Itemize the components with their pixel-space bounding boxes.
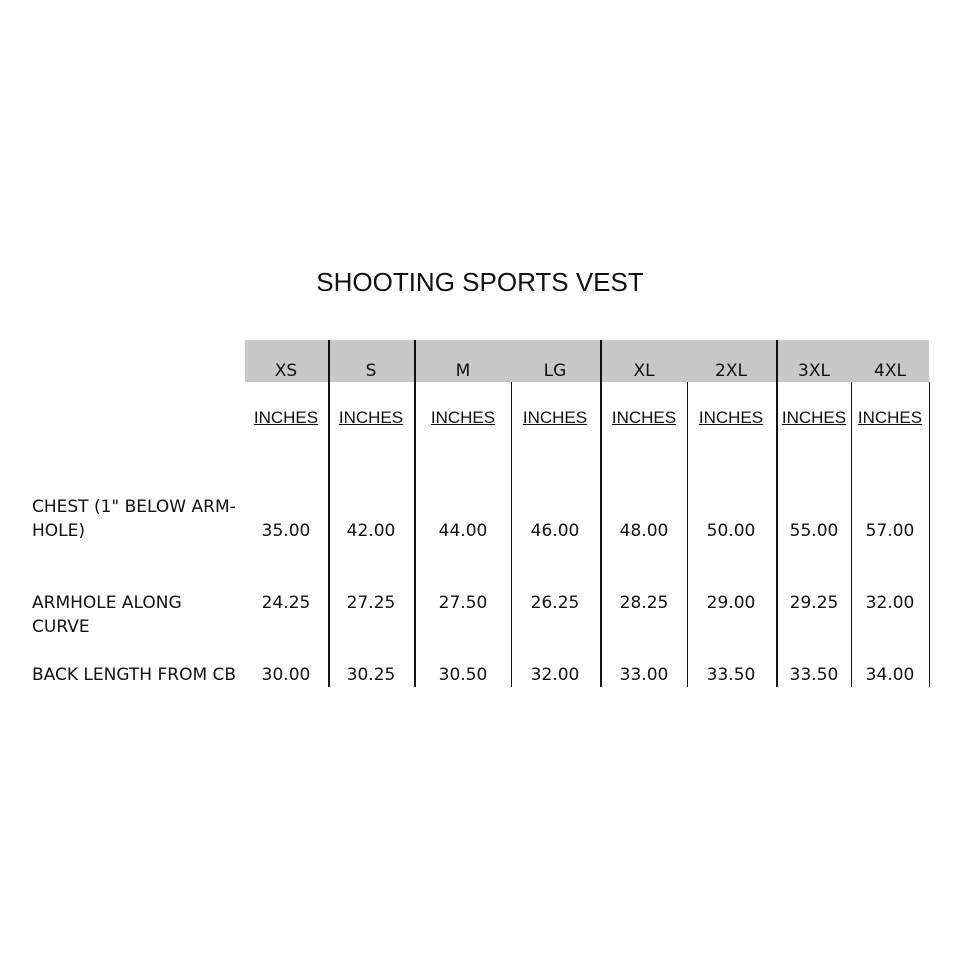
unit-label-4xl: INCHES xyxy=(857,408,923,427)
table-cell: 29.00 xyxy=(706,593,756,613)
table-cell: 29.25 xyxy=(789,593,839,613)
row-label-line: BACK LENGTH FROM CB xyxy=(32,665,237,685)
table-cell: 42.00 xyxy=(346,521,396,541)
row-label-line: ARMHOLE ALONG CURVE xyxy=(32,593,182,637)
table-cell: 24.25 xyxy=(261,593,311,613)
divider-s-m xyxy=(414,340,416,687)
table-cell: 33.50 xyxy=(706,665,756,685)
table-cell: 44.00 xyxy=(438,521,488,541)
table-cell: 50.00 xyxy=(706,521,756,541)
chart-title: SHOOTING SPORTS VEST xyxy=(316,267,644,297)
size-header-xs: XS xyxy=(274,361,298,381)
table-cell: 33.50 xyxy=(789,665,839,685)
unit-label-2xl: INCHES xyxy=(698,408,764,427)
unit-label-s: INCHES xyxy=(338,408,404,427)
table-cell: 32.00 xyxy=(530,665,580,685)
size-header-lg: LG xyxy=(543,361,567,381)
unit-label-xl: INCHES xyxy=(611,408,677,427)
size-header-4xl: 4XL xyxy=(874,361,906,381)
row-label-line: CHEST (1" BELOW ARM- xyxy=(32,497,236,517)
divider-2xl-3xl xyxy=(776,340,778,687)
table-cell: 27.50 xyxy=(438,593,488,613)
table-cell: 48.00 xyxy=(619,521,669,541)
table-cell: 28.25 xyxy=(619,593,669,613)
divider-m-lg xyxy=(511,382,512,687)
table-cell: 46.00 xyxy=(530,521,580,541)
table-cell: 35.00 xyxy=(261,521,311,541)
size-header-m: M xyxy=(455,361,471,381)
unit-label-xs: INCHES xyxy=(253,408,319,427)
table-cell: 32.00 xyxy=(865,593,915,613)
table-cell: 30.25 xyxy=(346,665,396,685)
divider-xl-2xl xyxy=(687,382,688,687)
size-header-xl: XL xyxy=(633,361,655,381)
table-cell: 34.00 xyxy=(865,665,915,685)
table-cell: 26.25 xyxy=(530,593,580,613)
unit-label-m: INCHES xyxy=(430,408,496,427)
table-cell: 30.50 xyxy=(438,665,488,685)
row-label xyxy=(32,495,242,543)
size-header-s: S xyxy=(365,361,377,381)
row-label-line: HOLE) xyxy=(32,521,86,541)
table-cell: 27.25 xyxy=(346,593,396,613)
unit-label-lg: INCHES xyxy=(522,408,588,427)
unit-label-3xl: INCHES xyxy=(781,408,847,427)
divider-lg-xl xyxy=(600,340,602,687)
table-cell: 55.00 xyxy=(789,521,839,541)
divider-xs-s xyxy=(328,340,330,687)
row-label xyxy=(32,591,242,639)
size-header-2xl: 2XL xyxy=(715,361,747,381)
table-cell: 33.00 xyxy=(619,665,669,685)
size-header-3xl: 3XL xyxy=(798,361,830,381)
table-cell: 30.00 xyxy=(261,665,311,685)
table-cell: 57.00 xyxy=(865,521,915,541)
row-label xyxy=(32,663,242,687)
